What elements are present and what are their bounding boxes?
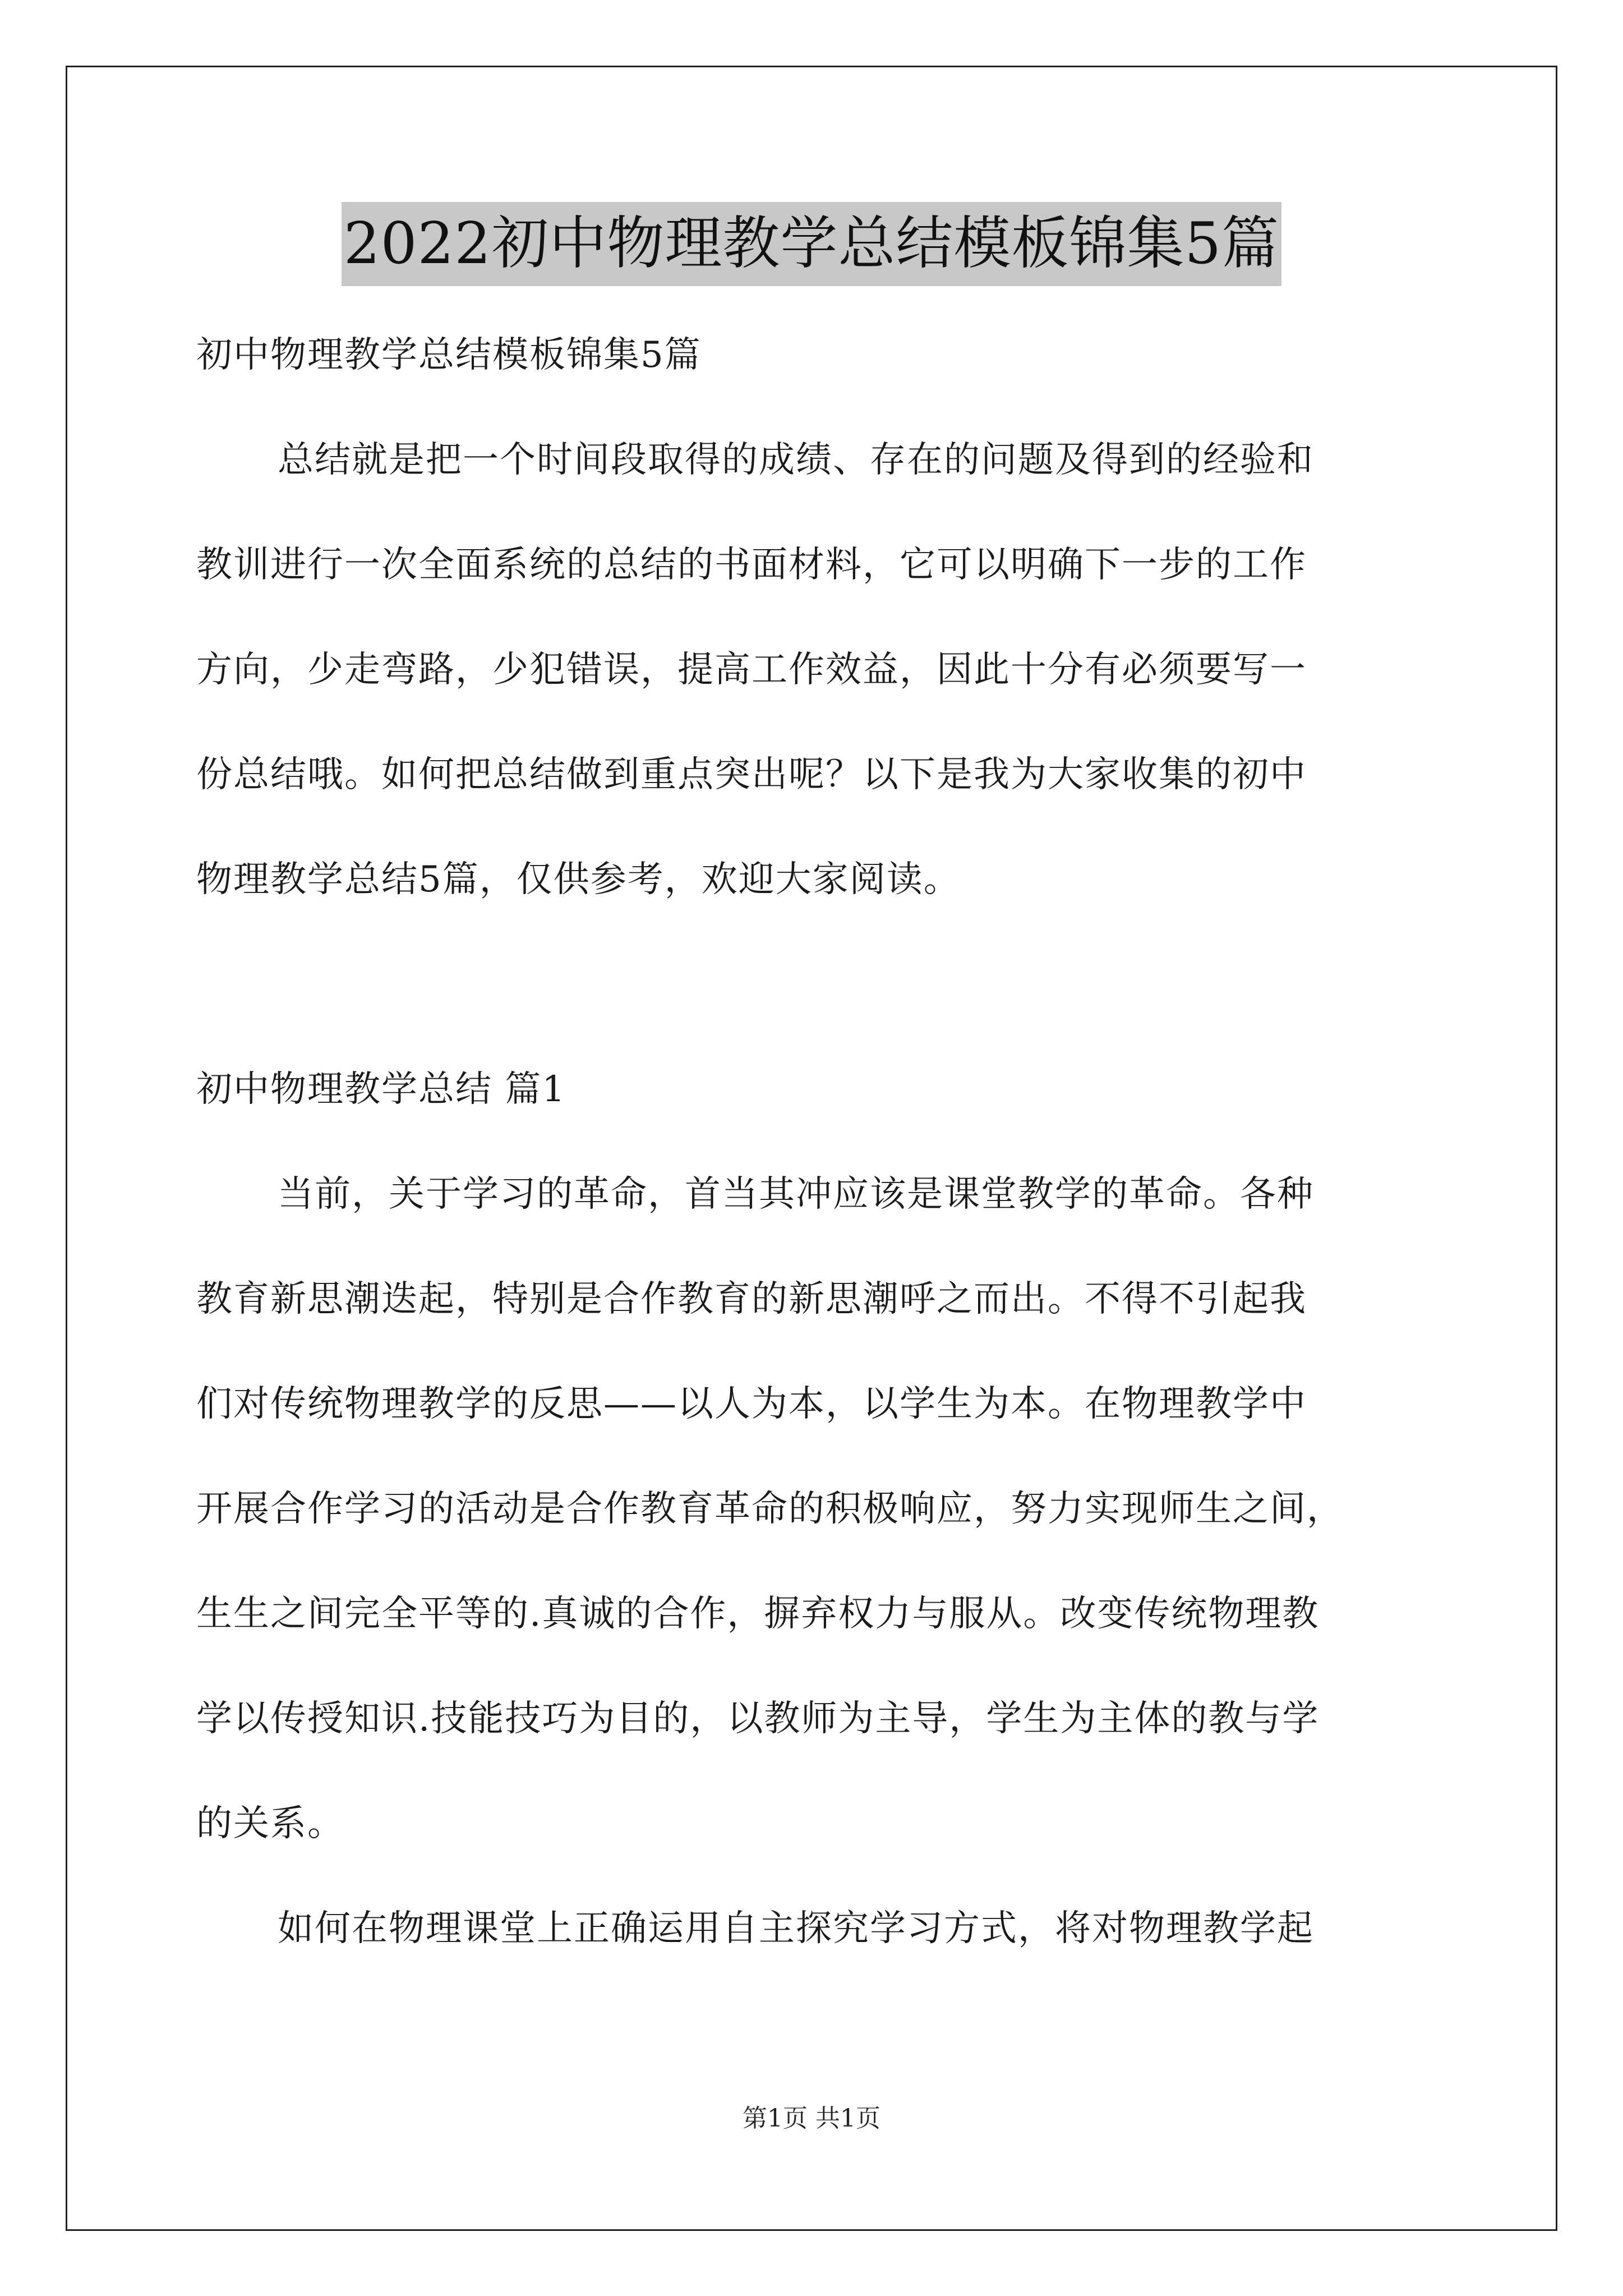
title-container [0, 202, 1623, 286]
paragraph-line: 生生之间完全平等的.真诚的合作，摒弃权力与服从。改变传统物理教 [196, 1593, 1320, 1635]
intro-line: 物理教学总结5篇，仅供参考，欢迎大家阅读。 [196, 859, 961, 900]
subtitle: 初中物理教学总结模板锦集5篇 [196, 334, 702, 376]
intro-line: 教训进行一次全面系统的总结的书面材料，它可以明确下一步的工作 [196, 544, 1307, 586]
paragraph-line: 当前，关于学习的革命，首当其冲应该是课堂教学的革命。各种 [278, 1174, 1314, 1215]
intro-line: 总结就是把一个时间段取得的成绩、存在的问题及得到的经验和 [278, 439, 1314, 481]
paragraph-line: 们对传统物理教学的反思——以人为本，以学生为本。在物理教学中 [196, 1383, 1307, 1425]
section-heading: 初中物理教学总结 篇1 [196, 1069, 566, 1110]
paragraph-line: 教育新思潮迭起，特别是合作教育的新思潮呼之而出。不得不引起我 [196, 1278, 1307, 1320]
document-title: 2022初中物理教学总结模板锦集5篇 [342, 202, 1281, 286]
blank-line [196, 932, 1430, 1037]
paragraph-line: 学以传授知识.技能技巧为目的，以教师为主导，学生为主体的教与学 [196, 1698, 1320, 1740]
page-footer: 第1页 共1页 [743, 2104, 880, 2133]
paragraph-line: 如何在物理课堂上正确运用自主探究学习方式，将对物理教学起 [278, 1908, 1314, 1949]
document-body [196, 303, 1430, 1981]
intro-line: 方向，少走弯路，少犯错误，提高工作效益，因此十分有必须要写一 [196, 649, 1307, 691]
paragraph-line: 开展合作学习的活动是合作教育革命的积极响应，努力实现师生之间， [196, 1488, 1344, 1530]
intro-line: 份总结哦。如何把总结做到重点突出呢？以下是我为大家收集的初中 [196, 754, 1307, 795]
paragraph-line: 的关系。 [196, 1803, 344, 1844]
